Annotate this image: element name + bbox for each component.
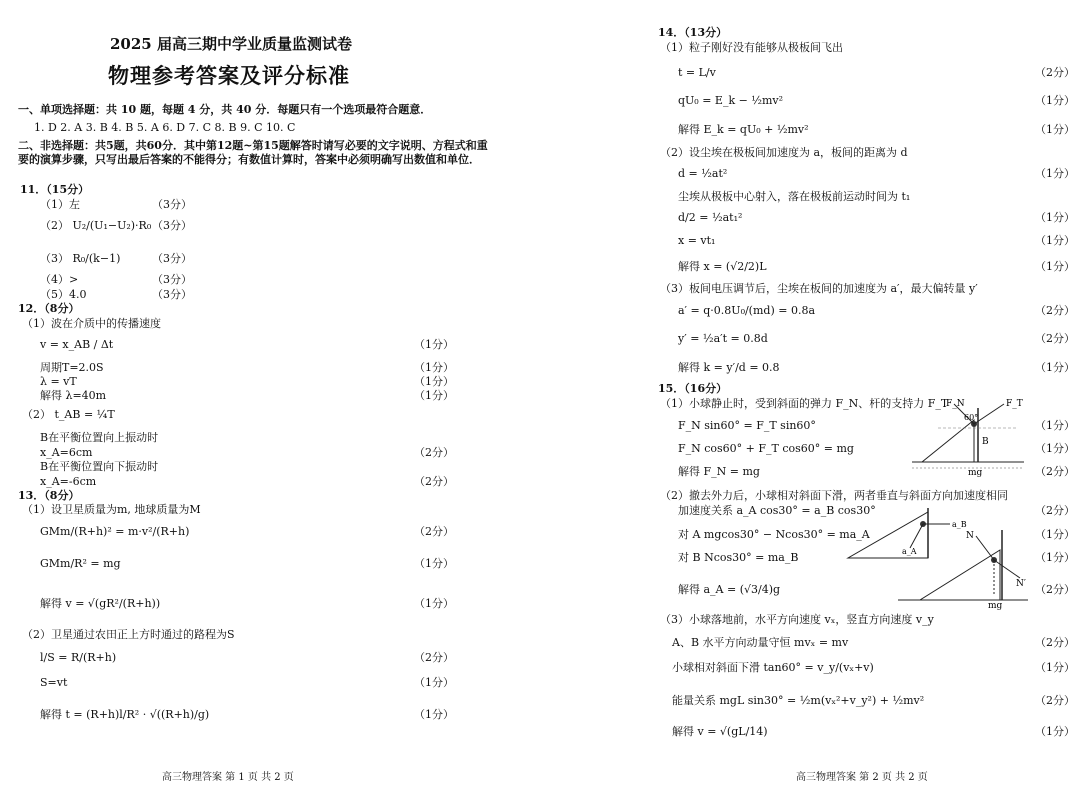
- q14-score: （2分）: [1035, 332, 1075, 345]
- section1-heading: 一、单项选择题：共 10 题，每题 4 分，共 40 分．每题只有一个选项最符合题意．: [18, 103, 432, 116]
- q11-row: （1）左: [40, 198, 80, 211]
- section2-heading: 二、非选择题：共5题，共60分．其中第12题~第15题解答时请写必要的文字说明、方程式和重要的演算步骤，只写出最后答案的不能得分；有数值计算时，答案中必须明确写出数值和单位．: [18, 139, 488, 166]
- q11-score: （3分）: [152, 198, 192, 211]
- section1-answers: 1. D 2. A 3. B 4. B 5. A 6. D 7. C 8. B 9. C 10. C: [34, 121, 296, 134]
- q14-score: （1分）: [1035, 123, 1075, 136]
- q11-score: （3分）: [152, 288, 192, 301]
- q14-score: （1分）: [1035, 234, 1075, 247]
- label-b: B: [982, 437, 989, 447]
- q13-score: （1分）: [414, 676, 454, 689]
- q14-score: （2分）: [1035, 66, 1075, 79]
- q15-row: （3）小球落地前，水平方向速度 vₓ，竖直方向速度 v_y: [660, 613, 934, 626]
- q15-row: F_N cos60° + F_T cos60° = mg: [678, 442, 854, 455]
- q15-row: 小球相对斜面下滑 tan60° = v_y/(vₓ+v): [672, 661, 874, 674]
- q15-score: （1分）: [1035, 442, 1075, 455]
- q14-score: （1分）: [1035, 94, 1075, 107]
- q14-heading: 14．（13分）: [658, 26, 728, 39]
- exam-title: 2025 届高三期中学业质量监测试卷: [110, 35, 352, 53]
- page-footer: 高三物理答案 第 1 页 共 2 页: [162, 772, 294, 783]
- q15-row: 解得 a_A = (√3/4)g: [678, 583, 781, 596]
- q11-row: （4）>: [40, 273, 79, 286]
- q13-row: 解得 v = √(gR²/(R+h)): [40, 597, 161, 610]
- q13-score: （2分）: [414, 525, 454, 538]
- q11-row: （3） R₀/(k−1): [40, 252, 121, 265]
- incline-wedge: [922, 420, 974, 462]
- q12-row: B在平衡位置向下振动时: [40, 460, 159, 473]
- q15-heading: 15．（16分）: [658, 382, 728, 395]
- q11-row: （2） U₂/(U₁−U₂)·R₀: [40, 219, 152, 232]
- q12-row: （2） t_AB = ¼T: [22, 408, 115, 421]
- q15-row: A、B 水平方向动量守恒 mvₓ = mv: [672, 636, 849, 649]
- q15-score: （1分）: [1035, 661, 1075, 674]
- q15-score: （1分）: [1035, 419, 1075, 432]
- q13-row: GMm/(R+h)² = m·v²/(R+h): [40, 525, 190, 538]
- q14-row: （3）板间电压调节后，尘埃在板间的加速度为 a′，最大偏转量 y′: [660, 282, 978, 295]
- q14-score: （2分）: [1035, 304, 1075, 317]
- q15-row: （2）撤去外力后，小球相对斜面下滑，两者垂直与斜面方向加速度相同: [660, 489, 1008, 502]
- q14-row: qU₀ = E_k − ½mv²: [678, 94, 784, 107]
- q13-row: （2）卫星通过农田正上方时通过的路程为S: [22, 628, 235, 641]
- q11-score: （3分）: [152, 273, 192, 286]
- q15-row: （1）小球静止时，受到斜面的弹力 F_N、杆的支持力 F_T: [660, 397, 949, 410]
- q13-heading: 13．（8分）: [18, 489, 80, 502]
- q15-row: 解得 v = √(gL/14): [672, 725, 768, 738]
- label-n-prime: N′: [1016, 579, 1026, 589]
- acceleration-diagram: [828, 502, 1028, 610]
- q12-row: v = x_AB / Δt: [40, 338, 114, 351]
- label-mg-lower: mg: [988, 601, 1003, 610]
- q12-score: （1分）: [414, 375, 454, 388]
- q11-heading: 11．（15分）: [20, 183, 90, 196]
- q14-row: （1）粒子刚好没有能够从极板间飞出: [660, 41, 843, 54]
- q13-score: （1分）: [414, 708, 454, 721]
- q14-score: （1分）: [1035, 211, 1075, 224]
- label-aa: a_A: [902, 547, 917, 556]
- q15-row: 能量关系 mgL sin30° = ½m(vₓ²+v_y²) + ½mv²: [672, 694, 925, 707]
- q15-row: 加速度关系 a_A cos30° = a_B cos30°: [678, 504, 876, 517]
- force-n-prime-arrow: [994, 560, 1020, 578]
- q13-row: GMm/R² = mg: [40, 557, 121, 570]
- label-ft: F_T: [1006, 399, 1023, 409]
- q12-heading: 12．（8分）: [18, 302, 80, 315]
- q12-score: （1分）: [414, 338, 454, 351]
- q13-row: 解得 t = (R+h)l/R² · √((R+h)/g): [40, 708, 210, 721]
- q15-score: （1分）: [1035, 551, 1075, 564]
- label-mg: mg: [968, 468, 983, 478]
- q15-score: （2分）: [1035, 636, 1075, 649]
- q13-row: （1）设卫星质量为m, 地球质量为M: [22, 503, 201, 516]
- q15-score: （2分）: [1035, 465, 1075, 478]
- q15-score: （2分）: [1035, 504, 1075, 517]
- label-angle: 60°: [964, 413, 979, 422]
- q15-row: 对 B Ncos30° = ma_B: [678, 551, 799, 564]
- answer-page-2: [548, 0, 1091, 800]
- q14-row: d = ½at²: [678, 167, 728, 180]
- q15-score: （2分）: [1035, 694, 1075, 707]
- q12-score: （1分）: [414, 389, 454, 402]
- wedge-lower: [920, 550, 1000, 600]
- page-footer: 高三物理答案 第 2 页 共 2 页: [796, 772, 928, 783]
- q12-score: （2分）: [414, 446, 454, 459]
- q15-score: （1分）: [1035, 725, 1075, 738]
- q11-score: （3分）: [152, 219, 192, 232]
- q12-row: x_A=-6cm: [40, 475, 97, 488]
- accel-aa-arrow: [910, 524, 923, 548]
- q14-row: 解得 E_k = qU₀ + ½mv²: [678, 123, 809, 136]
- q12-row: λ = vT: [40, 375, 77, 388]
- q14-row: t = L/v: [678, 66, 716, 79]
- q12-score: （2分）: [414, 475, 454, 488]
- q13-row: l/S = R/(R+h): [40, 651, 117, 664]
- q14-row: d/2 = ½at₁²: [678, 211, 743, 224]
- q13-score: （1分）: [414, 557, 454, 570]
- q14-score: （1分）: [1035, 167, 1075, 180]
- q13-row: S=vt: [40, 676, 68, 689]
- q15-row: F_N sin60° = F_T sin60°: [678, 419, 816, 432]
- q14-row: （2）设尘埃在极板间加速度为 a，板间的距离为 d: [660, 146, 908, 159]
- q12-row: x_A=6cm: [40, 446, 93, 459]
- q14-row: 尘埃从极板中心射入，落在极板前运动时间为 t₁: [678, 190, 911, 203]
- q14-row: 解得 k = y′/d = 0.8: [678, 361, 780, 374]
- q14-row: y′ = ½a′t = 0.8d: [678, 332, 768, 345]
- q12-row: B在平衡位置向上振动时: [40, 431, 159, 444]
- label-fn: F_N: [946, 399, 965, 409]
- answer-key-title: 物理参考答案及评分标准: [108, 63, 350, 88]
- q12-score: （1分）: [414, 361, 454, 374]
- q11-row: （5）4.0: [40, 288, 87, 301]
- q15-row: 对 A mgcos30° − Ncos30° = ma_A: [678, 528, 870, 541]
- equilibrium-force-diagram: [908, 398, 1028, 478]
- q15-row: 解得 F_N = mg: [678, 465, 760, 478]
- q13-score: （1分）: [414, 597, 454, 610]
- q15-score: （2分）: [1035, 583, 1075, 596]
- q14-row: 解得 x = (√2/2)L: [678, 260, 767, 273]
- force-n-arrow: [976, 536, 994, 560]
- q14-row: x = vt₁: [678, 234, 716, 247]
- q14-row: a′ = q·0.8U₀/(md) = 0.8a: [678, 304, 816, 317]
- q12-row: 解得 λ=40m: [40, 389, 107, 402]
- q14-score: （1分）: [1035, 260, 1075, 273]
- q13-score: （2分）: [414, 651, 454, 664]
- q12-row: （1）波在介质中的传播速度: [22, 317, 161, 330]
- q12-row: 周期T=2.0S: [40, 361, 104, 374]
- label-n: N: [966, 531, 974, 541]
- q11-score: （3分）: [152, 252, 192, 265]
- q15-score: （1分）: [1035, 528, 1075, 541]
- label-ab: a_B: [952, 520, 967, 529]
- q14-score: （1分）: [1035, 361, 1075, 374]
- answer-page-1: [0, 0, 540, 800]
